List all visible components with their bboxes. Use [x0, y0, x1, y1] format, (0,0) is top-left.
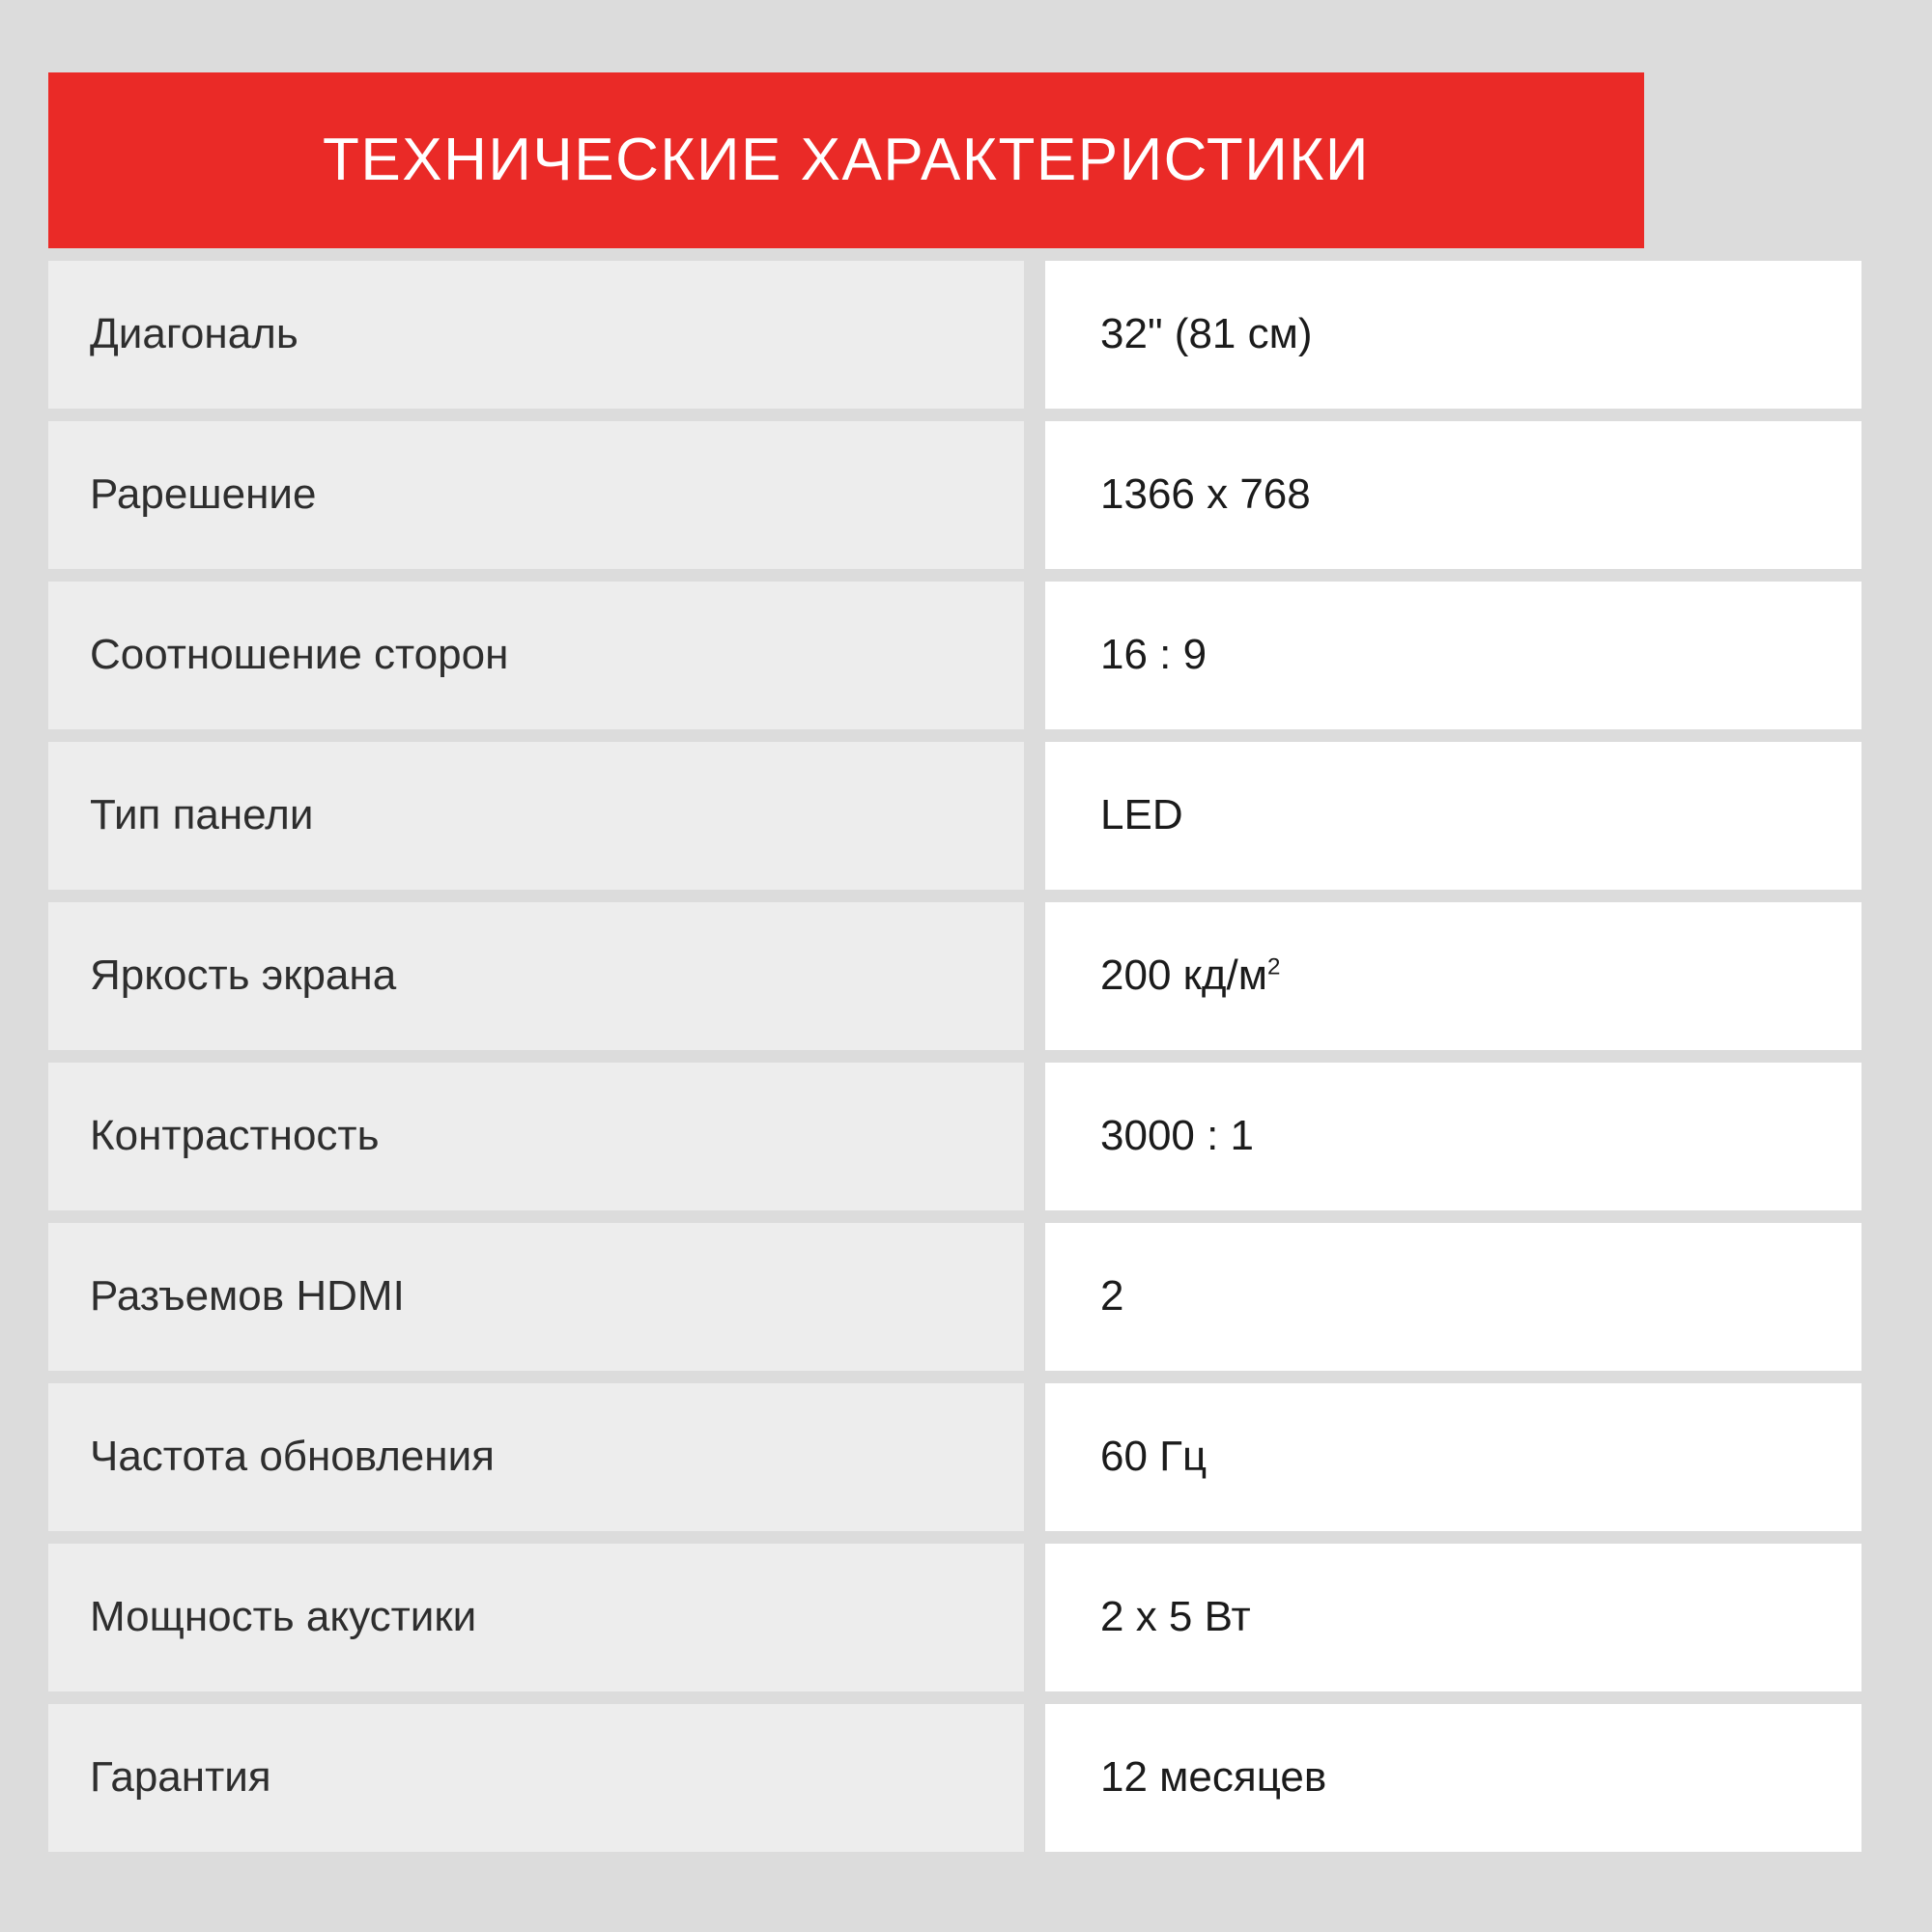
spec-label: Гарантия: [90, 1753, 271, 1802]
spec-value-cell: [1045, 1223, 1861, 1371]
spec-value-cell: [1045, 902, 1861, 1050]
cell-divider: [1024, 582, 1045, 729]
page-title: ТЕХНИЧЕСКИЕ ХАРАКТЕРИСТИКИ: [323, 127, 1370, 193]
spec-label: Диагональ: [90, 310, 298, 358]
spec-value: [1100, 952, 1281, 999]
spec-label: Яркость экрана: [90, 952, 397, 1000]
spec-value: 2 x 5 Вт: [1100, 1593, 1251, 1641]
table-row: [48, 902, 1884, 1050]
cell-divider: [1024, 1223, 1045, 1371]
spec-value-cell: [1045, 1544, 1861, 1691]
spec-label: Контрастность: [90, 1112, 380, 1160]
spec-value: LED: [1100, 791, 1183, 839]
table-row: [48, 1383, 1884, 1531]
spec-card: [48, 72, 1884, 1864]
spec-value-text: 200 кд/м: [1100, 952, 1268, 1000]
table-row: [48, 261, 1884, 409]
spec-label-cell: [48, 582, 1024, 729]
spec-value-cell: [1045, 1383, 1861, 1531]
spec-label: Тип панели: [90, 791, 314, 839]
spec-label-cell: [48, 1704, 1024, 1852]
table-row: [48, 742, 1884, 890]
spec-label-cell: [48, 742, 1024, 890]
cell-divider: [1024, 1704, 1045, 1852]
spec-label-cell: [48, 421, 1024, 569]
spec-label-cell: [48, 1063, 1024, 1210]
spec-value: 12 месяцев: [1100, 1753, 1327, 1802]
table-row: [48, 1063, 1884, 1210]
spec-value: 2: [1100, 1272, 1124, 1321]
spec-value: 16 : 9: [1100, 631, 1208, 679]
spec-label-cell: [48, 1383, 1024, 1531]
cell-divider: [1024, 902, 1045, 1050]
spec-value: 60 Гц: [1100, 1433, 1208, 1481]
cell-divider: [1024, 421, 1045, 569]
spec-value: 3000 : 1: [1100, 1112, 1255, 1160]
spec-value: 32" (81 см): [1100, 310, 1313, 358]
table-row: [48, 1223, 1884, 1371]
spec-table: [48, 261, 1884, 1852]
spec-label-cell: [48, 902, 1024, 1050]
spec-value-cell: [1045, 742, 1861, 890]
spec-value-cell: [1045, 261, 1861, 409]
cell-divider: [1024, 1544, 1045, 1691]
spec-label-cell: [48, 261, 1024, 409]
spec-label-cell: [48, 1223, 1024, 1371]
spec-label: Разъемов HDMI: [90, 1272, 405, 1321]
spec-value-cell: [1045, 582, 1861, 729]
spec-value-superscript: 2: [1267, 953, 1281, 980]
spec-label: Частота обновления: [90, 1433, 495, 1481]
table-row: [48, 582, 1884, 729]
table-row: [48, 1704, 1884, 1852]
spec-value-cell: [1045, 1063, 1861, 1210]
cell-divider: [1024, 261, 1045, 409]
spec-label: Рарешение: [90, 470, 317, 519]
table-row: [48, 421, 1884, 569]
spec-label: Соотношение сторон: [90, 631, 509, 679]
spec-value: 1366 x 768: [1100, 470, 1311, 519]
spec-label: Мощность акустики: [90, 1593, 477, 1641]
cell-divider: [1024, 742, 1045, 890]
cell-divider: [1024, 1063, 1045, 1210]
spec-label-cell: [48, 1544, 1024, 1691]
table-row: [48, 1544, 1884, 1691]
spec-value-cell: [1045, 421, 1861, 569]
title-bar: [48, 72, 1644, 248]
spec-value-cell: [1045, 1704, 1861, 1852]
cell-divider: [1024, 1383, 1045, 1531]
